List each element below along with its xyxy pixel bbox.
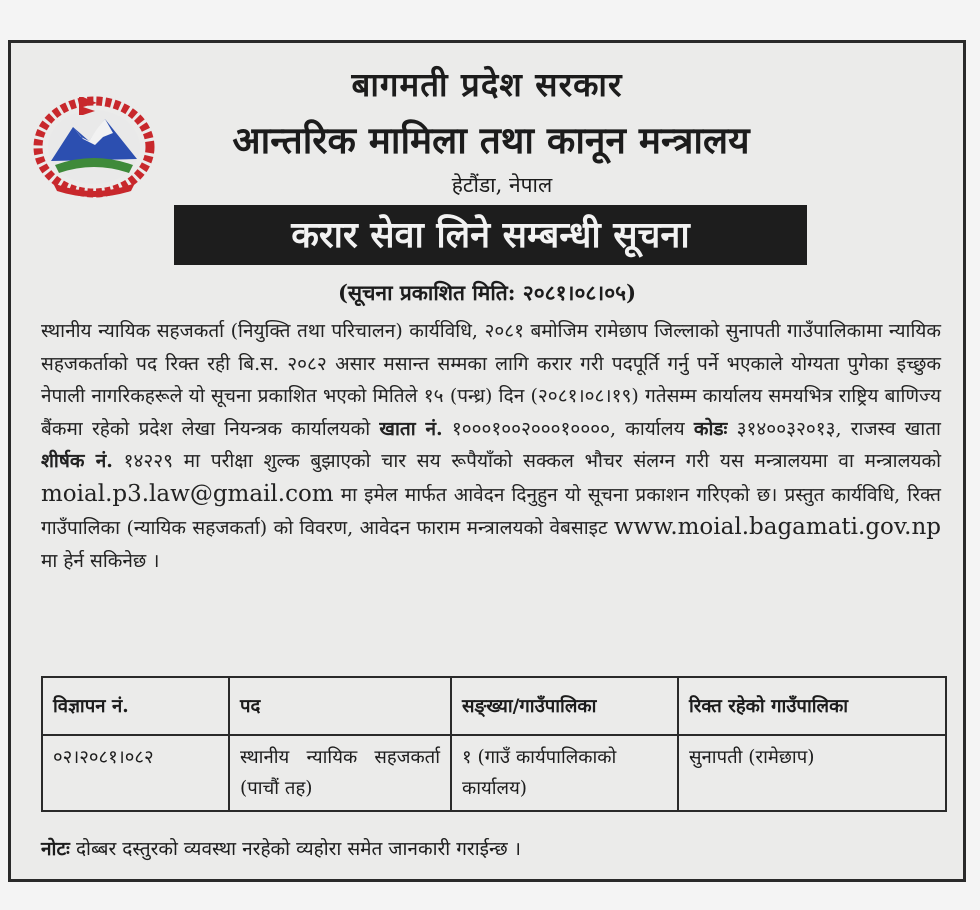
body-text-3: ३१४००३२०१३, राजस्व खाता (736, 417, 941, 440)
table-row (42, 735, 946, 811)
cell-municipality: सुनापती (रामेछाप) (678, 735, 946, 811)
body-text-6: मा हेर्न सकिनेछ । (41, 549, 160, 572)
code-label: कोडः (693, 417, 728, 440)
body-text-5: मा इमेल मार्फत आवेदन दिनुहुन यो सूचना प्रकाशन गरिएको छ। प्रस्तुत कार्यविधि, रिक्त गाउँपालिका (न्यायिक सहजकर्ता) को विवरण, आवेदन फाराम मन्त्रालयको वेबसाइट (41, 483, 941, 539)
notice-body (41, 315, 941, 577)
heading-label: शीर्षक नं. (41, 450, 113, 472)
header-count: सङ्ख्या/गाउँपालिका (451, 677, 678, 735)
website-link[interactable]: www.moial.bagamati.gov.np (613, 514, 942, 540)
government-name: बागमती प्रदेश सरकार (351, 65, 623, 104)
header-position: पद (229, 677, 451, 735)
table-header-row (42, 677, 946, 735)
body-text-4: १४२२९ मा परीक्षा शुल्क बुझाएको चार सय रूपैयाँको सक्कल भौचर संलग्न गरी यस मन्त्रालयमा वा मन्त्रालयको (123, 450, 941, 472)
location: हेटौंडा, नेपाल (451, 173, 553, 197)
note (41, 835, 941, 861)
notice-frame (8, 40, 966, 882)
vacancy-table (41, 676, 947, 812)
publication-date: (सूचना प्रकाशित मिति: २०८१।०८।०५) (337, 280, 637, 305)
cell-ad-number: ०२।२०८१।०८२ (42, 735, 229, 811)
body-text-1: स्थानीय न्यायिक सहजकर्ता (नियुक्ति तथा परिचालन) कार्यविधि, २०८१ बमोजिम रामेछाप जिल्लाको सुनापती गाउँपालिकामा न्यायिक सहजकर्ताको पद रिक्त रही बि.स. २०८२ असार मसान्त सम्मका लागि करार गरी पदपूर्ति गर्नु पर्ने भएकाले योग्यता पुगेका इच्छुक नेपाली नागरिकहरूले यो सूचना प्रकाशित भएको मितिले १५ (पन्ध्र) दिन (२०८१।०८।१९) गतेसम्म कार्यालय समयभित्र राष्ट्रिय बाणिज्य बैंकमा रहेको प्रदेश लेखा नियन्त्रक कार्यालयको (41, 320, 941, 440)
cell-position: स्थानीय न्यायिक सहजकर्ता (पाचौं तह) (229, 735, 451, 811)
note-text: दोब्बर दस्तुरको व्यवस्था नरहेको व्यहोरा समेत जानकारी गराईन्छ । (75, 838, 521, 860)
account-label: खाता नं. (379, 417, 443, 440)
notice-title: करार सेवा लिने सम्बन्धी सूचना (174, 205, 807, 265)
cell-count: १ (गाउँ कार्यपालिकाको कार्यालय) (451, 735, 678, 811)
header-vacant-municipality: रिक्त रहेको गाउँपालिका (678, 677, 946, 735)
email-address[interactable]: moial.p3.law@gmail.com (41, 480, 334, 507)
body-text-2: १०००१००२०००१००००, कार्यालय (451, 417, 685, 440)
ministry-name: आन्तरिक मामिला तथा कानून मन्त्रालय (232, 118, 750, 162)
note-label: नोटः (41, 838, 70, 860)
header-ad-number: विज्ञापन नं. (42, 677, 229, 735)
